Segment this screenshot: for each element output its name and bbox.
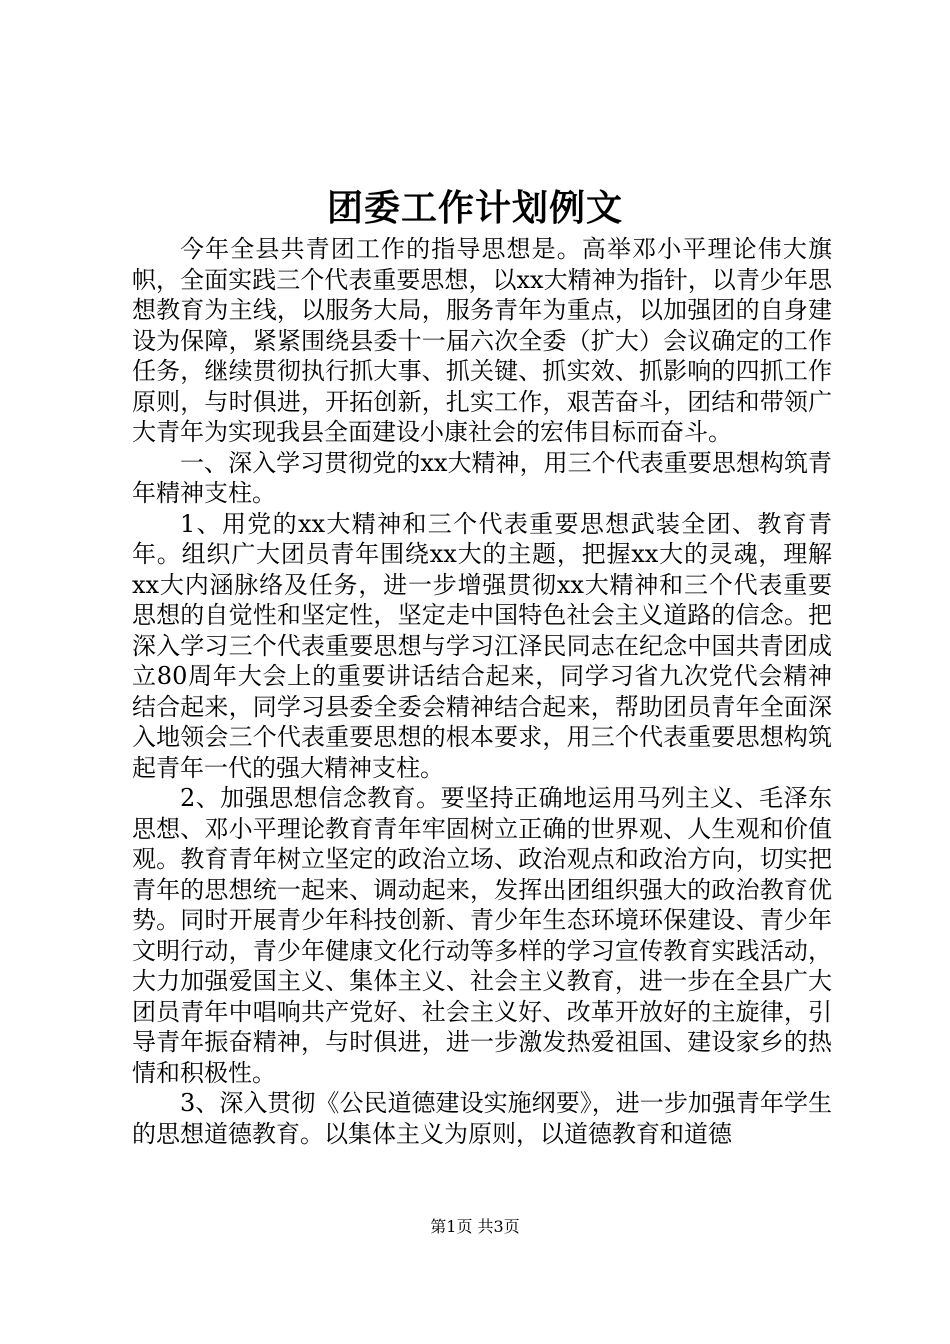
- paragraph-item-three: 3、深入贯彻《公民道德建设实施纲要》，进一步加强青年学生的思想道德教育。以集体主义为原则，以道德教育和道德: [132, 1089, 832, 1148]
- paragraph-guiding-ideology: 今年全县共青团工作的指导思想是。高举邓小平理论伟大旗帜，全面实践三个代表重要思想，以xx大精神为指针，以青少年思想教育为主线，以服务大局，服务青年为重点，以加强团的自身建设为保障，紧紧围绕县委十一届六次全委（扩大）会议确定的工作任务，继续贯彻执行抓大事、抓关键、抓实效、抓影响的四抓工作原则，与时俱进，开拓创新，扎实工作，艰苦奋斗，团结和带领广大青年为实现我县全面建设小康社会的宏伟目标而奋斗。: [132, 235, 832, 446]
- paragraph-item-one: 1、用党的xx大精神和三个代表重要思想武装全团、教育青年。组织广大团员青年围绕xx大的主题，把握xx大的灵魂，理解xx大内涵脉络及任务，进一步增强贯彻xx大精神和三个代表重要思想的自觉性和坚定性，坚定走中国特色社会主义道路的信念。把深入学习三个代表重要思想与学习江泽民同志在纪念中国共青团成立80周年大会上的重要讲话结合起来，同学习省九次党代会精神结合起来，同学习县委全委会精神结合起来，帮助团员青年全面深入地领会三个代表重要思想的根本要求，用三个代表重要思想构筑起青年一代的强大精神支柱。: [132, 509, 832, 782]
- page-number-footer: 第1页 共3页: [430, 1217, 520, 1236]
- document-title: 团委工作计划例文: [326, 187, 623, 229]
- paragraph-item-two: 2、加强思想信念教育。要坚持正确地运用马列主义、毛泽东思想、邓小平理论教育青年牢固树立正确的世界观、人生观和价值观。教育青年树立坚定的政治立场、政治观点和政治方向，切实把青年的思想统一起来、调动起来，发挥出团组织强大的政治教育优势。同时开展青少年科技创新、青少年生态环境环保建设、青少年文明行动，青少年健康文化行动等多样的学习宣传教育实践活动，大力加强爱国主义、集体主义、社会主义教育，进一步在全县广大团员青年中唱响共产党好、社会主义好、改革开放好的主旋律，引导青年振奋精神，与时俱进，进一步激发热爱祖国、建设家乡的热情和积极性。: [132, 784, 832, 1087]
- document-body: [132, 234, 832, 1149]
- paragraph-section-one-heading: 一、深入学习贯彻党的xx大精神，用三个代表重要思想构筑青年精神支柱。: [132, 448, 832, 507]
